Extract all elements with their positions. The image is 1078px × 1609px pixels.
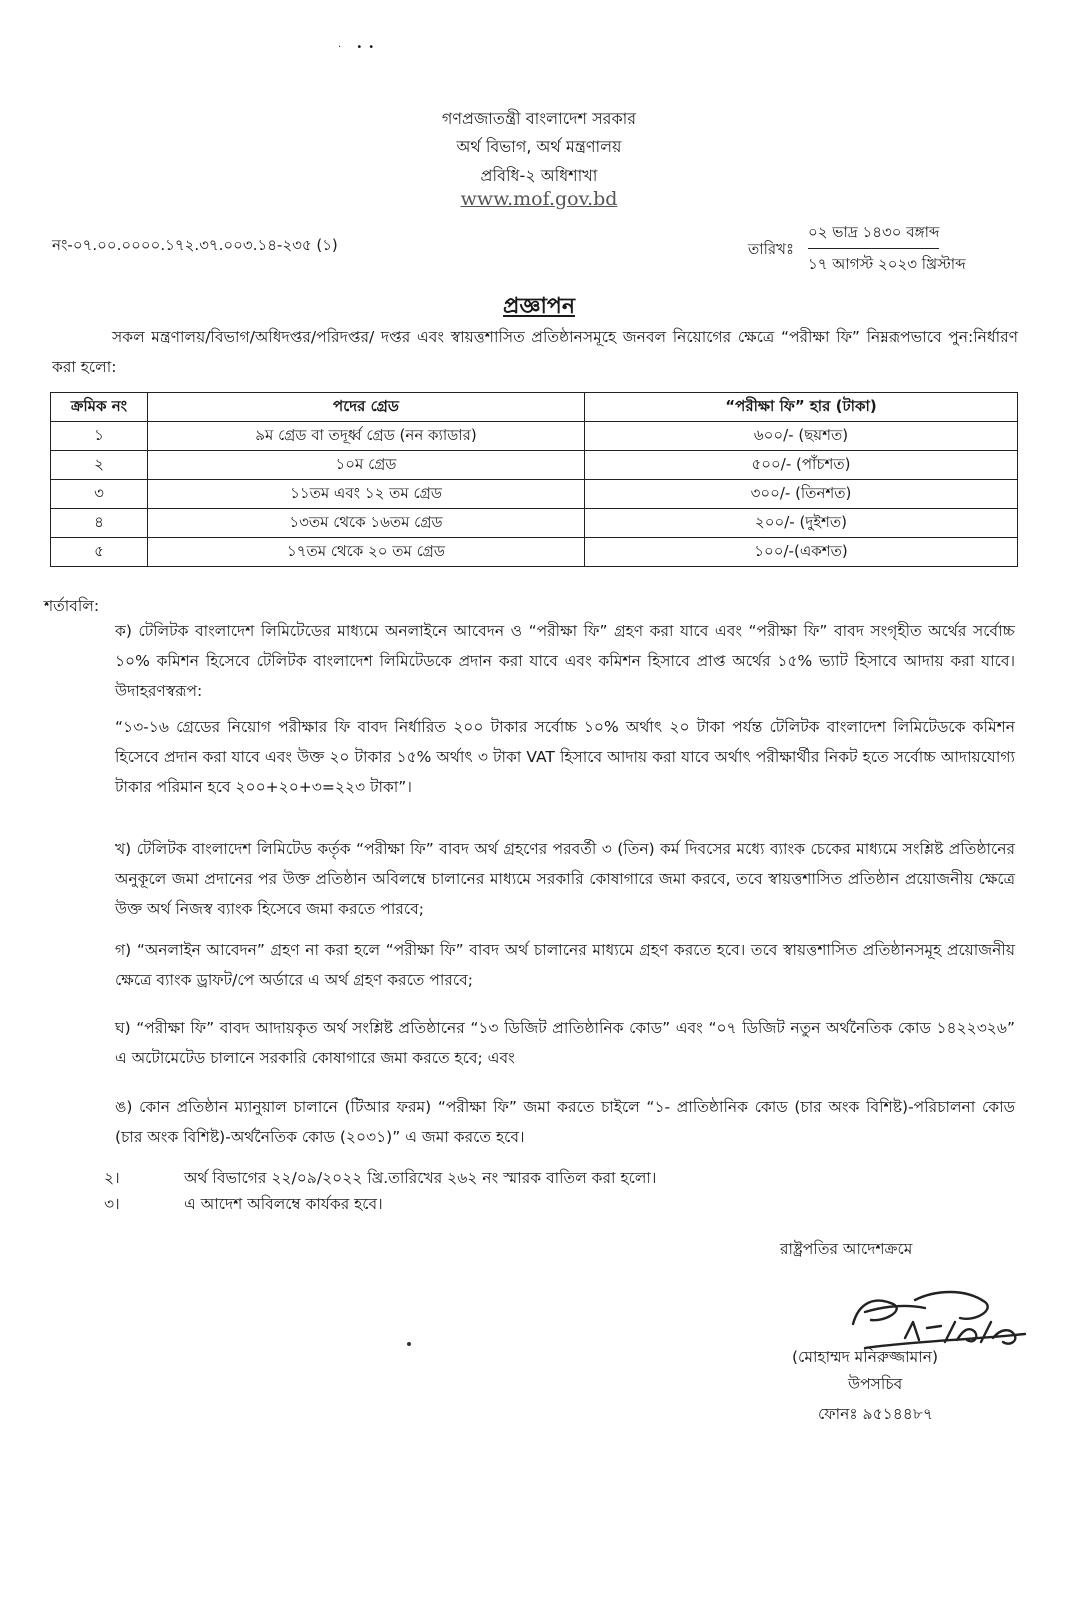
- cell-serial: ৫: [51, 538, 148, 567]
- item-3-text: এ আদেশ অবিলম্বে কার্যকর হবে।: [184, 1195, 383, 1213]
- conditions-heading: শর্তাবলি:: [44, 597, 100, 615]
- branch-title: প্রবিধি-২ অধিশাখা: [480, 166, 598, 185]
- item-2-text: অর্থ বিভাগের ২২/০৯/২০২২ খ্রি.তারিখের ২৬২ নং স্মারক বাতিল করা হলো।: [184, 1169, 657, 1187]
- col-grade: পদের গ্রেড: [148, 393, 585, 422]
- cell-grade: ১০ম গ্রেড: [148, 451, 585, 480]
- signatory-designation: উপসচিব: [848, 1375, 903, 1393]
- cell-grade: ১৩তম থেকে ১৬তম গ্রেড: [148, 509, 585, 538]
- presidential-order-line: রাষ্ট্রপতির আদেশক্রমে: [780, 1240, 913, 1258]
- item-3-number: ৩।: [104, 1195, 120, 1213]
- signatory-phone: ফোনঃ ৯৫১৪৪৮৭: [818, 1405, 933, 1423]
- cell-grade: ১৭তম থেকে ২০ তম গ্রেড: [148, 538, 585, 567]
- cell-serial: ৩: [51, 480, 148, 509]
- date-label: তারিখঃ: [748, 240, 794, 258]
- fee-table: [50, 392, 1018, 567]
- condition-gha: ঘ) “পরীক্ষা ফি” বাবদ আদায়কৃত অর্থ সংশ্লিষ্ট প্রতিষ্ঠানের “১৩ ডিজিট প্রাতিষ্ঠানিক কোড” এবং “০৭ ডিজিট নতুন অর্থনৈতিক কোড ১৪২২৩২৬” এ অটোমেটেড চালানে সরকারি কোষাগারে জমা করতে হবে; এবং: [115, 1019, 1015, 1067]
- cell-grade: ৯ম গ্রেড বা তদূর্ধ্ব গ্রেড (নন ক্যাডার): [148, 422, 585, 451]
- govt-title: গণপ্রজাতন্ত্রী বাংলাদেশ সরকার: [441, 109, 637, 128]
- cell-serial: ২: [51, 451, 148, 480]
- condition-ka-example: “১৩-১৬ গ্রেডের নিয়োগ পরীক্ষার ফি বাবদ নির্ধারিত ২০০ টাকার সর্বোচ্চ ১০% অর্থাৎ ২০ টাকা পর্যন্ত টেলিটক বাংলাদেশ লিমিটেডকে কমিশন হিসেবে প্রদান করা যাবে এবং উক্ত ২০ টাকার ১৫% অর্থাৎ ৩ টাকা VAT হিসাবে আদায় করা যাবে অর্থাৎ পরীক্ষার্থীর নিকট হতে সর্বোচ্চ আদায়যোগ্য টাকার পরিমান হবে ২০০+২০+৩=২২৩ টাকা”।: [115, 718, 1015, 796]
- condition-kha: খ) টেলিটক বাংলাদেশ লিমিটেড কর্তৃক “পরীক্ষা ফি” বাবদ অর্থ গ্রহণের পরবর্তী ৩ (তিন) কর্ম দিবসের মধ্যে ব্যাংক চেকের মাধ্যমে সংশ্লিষ্ট প্রতিষ্ঠানের অনুকূলে জমা প্রদানের পর উক্ত প্রতিষ্ঠান অবিলম্বে চালানের মাধ্যমে সরকারি কোষাগারে জমা করবে, তবে স্বায়ত্তশাসিত প্রতিষ্ঠান প্রয়োজনীয় ক্ষেত্রে উক্ত অর্থ নিজস্ব ব্যাংক হিসেবে জমা করতে পারবে;: [115, 840, 1015, 918]
- col-fee: “পরীক্ষা ফি” হার (টাকা): [585, 393, 1018, 422]
- division-title: অর্থ বিভাগ, অর্থ মন্ত্রণালয়: [456, 137, 622, 156]
- cell-fee: ৩০০/- (তিনশত): [585, 480, 1018, 509]
- condition-ka: ক) টেলিটক বাংলাদেশ লিমিটেডের মাধ্যমে অনলাইনে আবেদন ও “পরীক্ষা ফি” গ্রহণ করা যাবে এবং “পরীক্ষা ফি” বাবদ সংগৃহীত অর্থের সর্বোচ্চ ১০% কমিশন হিসেবে টেলিটক বাংলাদেশ লিমিটেডকে প্রদান করা যাবে এবং কমিশন হিসাবে প্রাপ্ত অর্থের ১৫% ভ্যাট হিসাবে আদায় করা যাবে। উদাহরণস্বরূপ:: [115, 622, 1015, 700]
- cell-fee: ১০০/-(একশত): [585, 538, 1018, 567]
- table-header-row: [51, 393, 1018, 422]
- table-row: [51, 480, 1018, 509]
- cell-fee: ৫০০/- (পাঁচশত): [585, 451, 1018, 480]
- scan-speck: [407, 1342, 411, 1346]
- condition-uma: ঙ) কোন প্রতিষ্ঠান ম্যানুয়াল চালানে (টিআর ফরম) “পরীক্ষা ফি” জমা করতে চাইলে “১- প্রাতিষ্ঠানিক কোড (চার অংক বিশিষ্ট)-পরিচালনা কোড (চার অংক বিশিষ্ট)-অর্থনৈতিক কোড (২০৩১)” এ জমা করতে হবে।: [115, 1098, 1015, 1146]
- notification-title: প্রজ্ঞাপন: [503, 294, 575, 319]
- item-2-number: ২।: [104, 1169, 120, 1187]
- cell-grade: ১১তম এবং ১২ তম গ্রেড: [148, 480, 585, 509]
- table-row: [51, 509, 1018, 538]
- table-row: [51, 451, 1018, 480]
- signatory-name: (মোহাম্মদ মনিরুজ্জামান): [792, 1348, 939, 1366]
- cell-fee: ৬০০/- (ছয়শত): [585, 422, 1018, 451]
- cell-serial: ৪: [51, 509, 148, 538]
- date-bangla: ০২ ভাদ্র ১৪৩০ বঙ্গাব্দ: [808, 221, 939, 249]
- col-serial: ক্রমিক নং: [51, 393, 148, 422]
- date-gregorian: ১৭ আগস্ট ২০২৩ খ্রিস্টাব্দ: [808, 255, 966, 273]
- table-row: [51, 422, 1018, 451]
- scan-specks: · ••: [338, 42, 381, 53]
- intro-paragraph: সকল মন্ত্রণালয়/বিভাগ/অধিদপ্তর/পরিদপ্তর/ দপ্তর এবং স্বায়ত্তশাসিত প্রতিষ্ঠানসমূহে জনবল নিয়োগের ক্ষেত্রে “পরীক্ষা ফি” নিম্নরূপভাবে পুন:নির্ধারণ করা হলো:: [52, 328, 1018, 376]
- cell-fee: ২০০/- (দুইশত): [585, 509, 1018, 538]
- table-row: [51, 538, 1018, 567]
- condition-ga: গ) “অনলাইন আবেদন” গ্রহণ না করা হলে “পরীক্ষা ফি” বাবদ অর্থ চালানের মাধ্যমে গ্রহণ করতে হবে। তবে স্বায়ত্তশাসিত প্রতিষ্ঠানসমূহ প্রয়োজনীয় ক্ষেত্রে ব্যাংক ড্রাফট/পে অর্ডারে এ অর্থ গ্রহণ করতে পারবে;: [115, 941, 1015, 989]
- memo-number: নং-০৭.০০.০০০০.১৭২.৩৭.০০৩.১৪-২৩৫ (১): [52, 236, 338, 254]
- cell-serial: ১: [51, 422, 148, 451]
- website-link[interactable]: www.mof.gov.bd: [460, 188, 618, 210]
